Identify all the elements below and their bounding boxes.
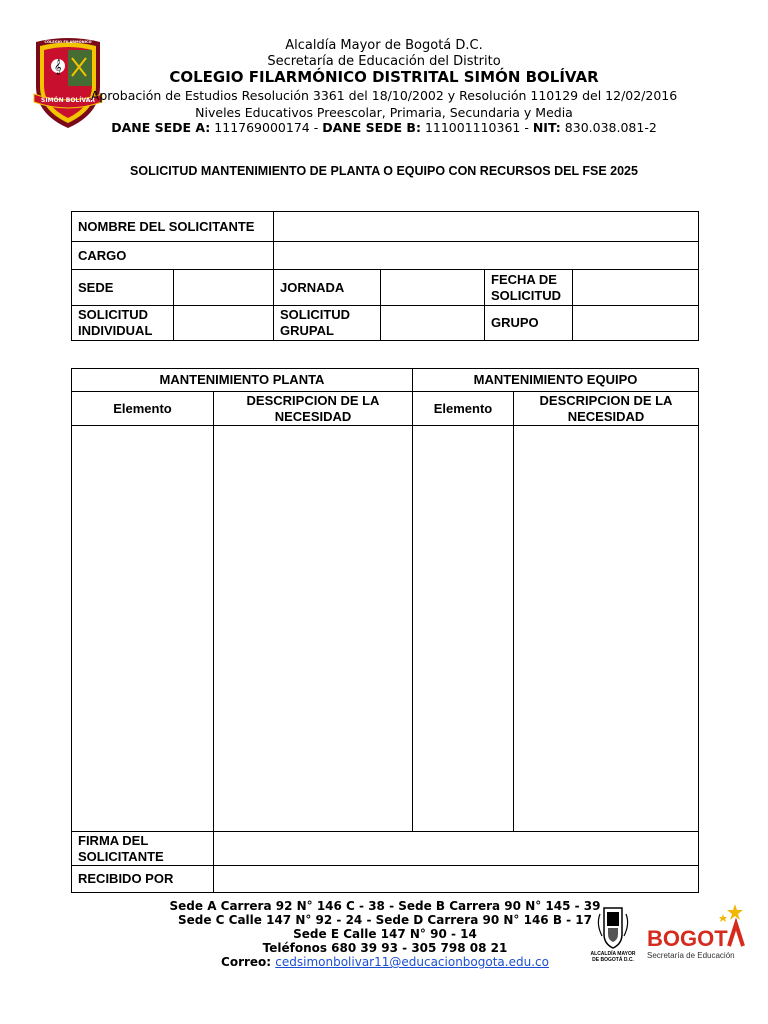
star-icon <box>719 914 727 922</box>
header-line-alcaldia: Alcaldía Mayor de Bogotá D.C. <box>285 38 483 53</box>
recibido-label: RECIBIDO POR <box>72 866 214 893</box>
alcaldia-logo-line1: ALCALDÍA MAYOR <box>590 951 636 957</box>
grupal-field[interactable] <box>381 306 485 341</box>
individual-label: SOLICITUD INDIVIDUAL <box>72 306 174 341</box>
jornada-field[interactable] <box>381 270 485 306</box>
planta-header: MANTENIMIENTO PLANTA <box>72 369 413 392</box>
nit-label: NIT: <box>532 120 561 135</box>
email-link[interactable]: cedsimonbolivar11@educacionbogota.edu.co <box>275 955 549 969</box>
firma-label: FIRMA DEL SOLICITANTE <box>72 832 214 866</box>
cargo-field[interactable] <box>274 242 699 270</box>
equipo-descripcion-field[interactable] <box>514 426 699 832</box>
footer-email <box>120 955 650 969</box>
grupal-label: SOLICITUD GRUPAL <box>274 306 381 341</box>
alcaldia-logo <box>584 904 642 962</box>
separator: - <box>520 120 533 135</box>
planta-elemento-header: Elemento <box>72 392 214 426</box>
nombre-field[interactable] <box>274 212 699 242</box>
fecha-field[interactable] <box>573 270 699 306</box>
jornada-label: JORNADA <box>274 270 381 306</box>
sede-label: SEDE <box>72 270 174 306</box>
dane-a-value: 111769000174 <box>214 120 310 135</box>
individual-field[interactable] <box>174 306 274 341</box>
bogota-wordmark: BOGOT <box>647 926 728 951</box>
grupo-label: GRUPO <box>485 306 573 341</box>
dane-b-value: 111001110361 <box>424 120 521 135</box>
footer-address-3: Sede E Calle 147 N° 90 - 14 <box>293 927 477 941</box>
footer-phones: Teléfonos 680 39 93 - 305 798 08 21 <box>262 941 508 955</box>
fecha-label: FECHA DE SOLICITUD <box>485 270 573 306</box>
alcaldia-logo-line2: DE BOGOTÁ D.C. <box>592 957 634 962</box>
equipo-descripcion-header: DESCRIPCION DE LA NECESIDAD <box>514 392 699 426</box>
footer-address-1: Sede A Carrera 92 N° 146 C - 38 - Sede B Carrera 90 N° 145 - 39 <box>169 899 601 913</box>
bogota-logo <box>645 902 745 962</box>
crest-banner-text: SIMÓN BOLÍVAR <box>41 97 95 104</box>
email-label: Correo: <box>221 955 276 969</box>
bogota-subtitle: Secretaría de Educación <box>647 951 735 960</box>
dane-b-label: DANE SEDE B: <box>322 120 421 135</box>
maintenance-table <box>71 368 699 893</box>
recibido-field[interactable] <box>214 866 699 893</box>
header-approval: Aprobación de Estudios Resolución 3361 del 18/10/2002 y Resolución 110129 del 12/02/2016 <box>90 88 678 103</box>
separator: - <box>309 120 323 135</box>
nombre-label: NOMBRE DEL SOLICITANTE <box>72 212 274 242</box>
grupo-field[interactable] <box>573 306 699 341</box>
footer-address-2: Sede C Calle 147 N° 92 - 24 - Sede D Carrera 90 N° 146 B - 17 <box>177 913 593 927</box>
header-line-secretaria: Secretaría de Educación del Distrito <box>267 54 501 69</box>
document-title: SOLICITUD MANTENIMIENTO DE PLANTA O EQUIPO CON RECURSOS DEL FSE 2025 <box>130 164 638 178</box>
dane-a-label: DANE SEDE A: <box>111 120 211 135</box>
firma-field[interactable] <box>214 832 699 866</box>
star-icon <box>727 904 743 920</box>
planta-elemento-field[interactable] <box>72 426 214 832</box>
school-name: COLEGIO FILARMÓNICO DISTRITAL SIMÓN BOLÍVAR <box>169 68 599 86</box>
planta-descripcion-field[interactable] <box>214 426 413 832</box>
equipo-elemento-field[interactable] <box>413 426 514 832</box>
crest-top-text: COLEGIO FILARMÓNICO <box>44 40 92 44</box>
sede-field[interactable] <box>174 270 274 306</box>
planta-descripcion-header: DESCRIPCION DE LA NECESIDAD <box>214 392 413 426</box>
header-levels: Niveles Educativos Preescolar, Primaria, Secundaria y Media <box>195 105 573 120</box>
nit-value: 830.038.081-2 <box>564 120 657 135</box>
equipo-elemento-header: Elemento <box>413 392 514 426</box>
equipo-header: MANTENIMIENTO EQUIPO <box>413 369 699 392</box>
applicant-info-table <box>71 211 699 341</box>
cargo-label: CARGO <box>72 242 274 270</box>
header-dane-nit <box>80 119 688 136</box>
svg-text:𝄞: 𝄞 <box>54 60 62 75</box>
